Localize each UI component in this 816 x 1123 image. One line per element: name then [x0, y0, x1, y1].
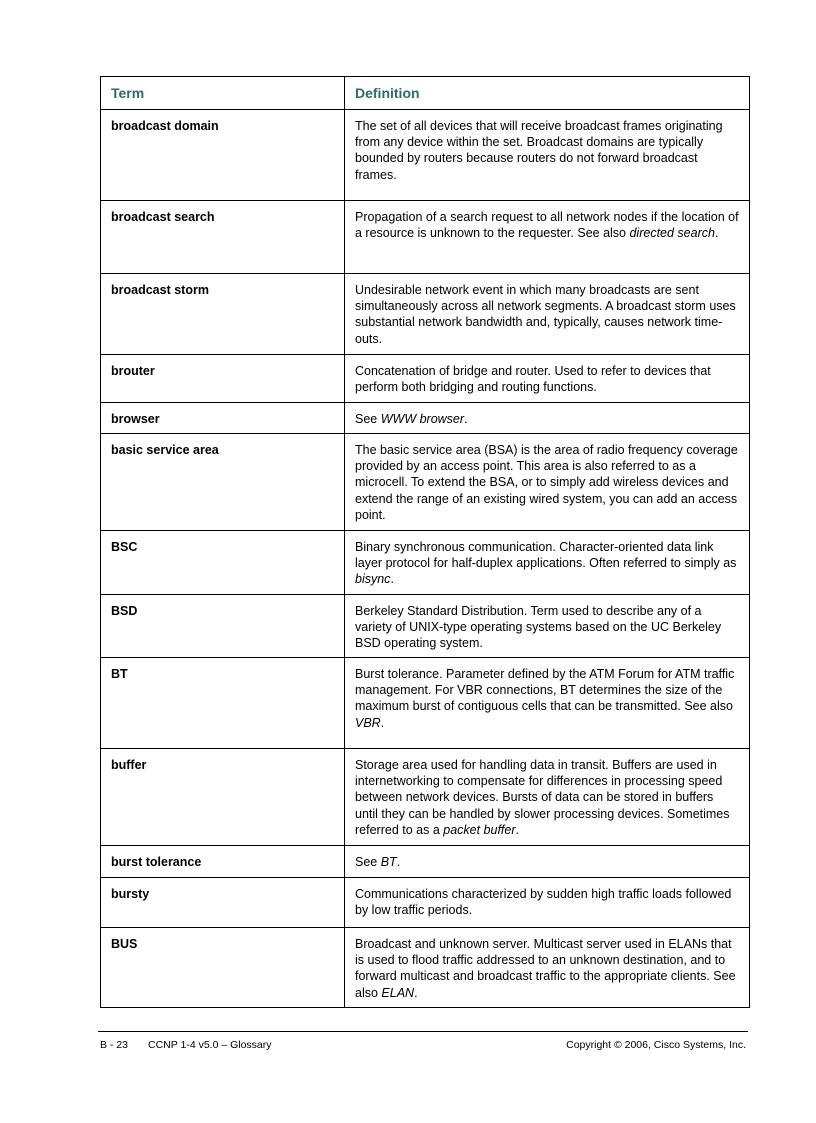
header-term: Term	[101, 77, 345, 110]
cross-reference: packet buffer	[443, 822, 516, 837]
table-row	[101, 434, 750, 531]
table-row	[101, 355, 750, 403]
term-cell: brouter	[101, 355, 345, 403]
table-row	[101, 928, 750, 1008]
table-row	[101, 531, 750, 595]
definition-cell	[345, 878, 750, 928]
definition-text: Broadcast and unknown server. Multicast server used in ELANs that is used to flood traffic addressed to an unknown destination, and to forward multicast and broadcast traffic to the appropriate clients. See also	[355, 937, 736, 1000]
definition-text: See	[355, 855, 381, 869]
page-number: B - 23	[100, 1039, 129, 1051]
definition-text: Binary synchronous communication. Character-oriented data link layer protocol for half-duplex applications. Often referred to simply as	[355, 540, 737, 571]
definition-cell	[345, 110, 750, 201]
definition-text: Burst tolerance. Parameter defined by the ATM Forum for ATM traffic management. For VBR connections, BT determines the size of the maximum burst of contiguous cells that can be transmitted. See also	[355, 667, 735, 714]
table-row	[101, 595, 750, 658]
term-cell: BT	[101, 658, 345, 749]
table-row	[101, 201, 750, 274]
definition-text: The basic service area (BSA) is the area of radio frequency coverage provided by an access point. This area is also referred to as a microcell. To extend the BSA, or to simply add wireless devices and extend the range of an existing wired system, you can add an access point.	[355, 443, 738, 522]
header-definition: Definition	[345, 77, 750, 110]
definition-cell	[345, 928, 750, 1008]
definition-text: Propagation of a search request to all network nodes if the location of a resource is unknown to the requester. See also	[355, 210, 739, 241]
definition-text: Storage area used for handling data in transit. Buffers are used in internetworking to compensate for differences in processing speed between network devices. Bursts of data can be stored in buffers until they can be handled by slower processing devices. Sometimes referred to as a	[355, 758, 730, 837]
term-cell: basic service area	[101, 434, 345, 531]
definition-cell	[345, 531, 750, 595]
term-cell: BUS	[101, 928, 345, 1008]
cross-reference: ELAN	[381, 985, 415, 1000]
definition-text: Berkeley Standard Distribution. Term used to describe any of a variety of UNIX-type operating systems based on the UC Berkeley BSD operating system.	[355, 604, 722, 651]
definition-text: .	[380, 715, 385, 730]
definition-cell	[345, 355, 750, 403]
glossary-table	[100, 76, 750, 1008]
term-cell: buffer	[101, 749, 345, 846]
cross-reference: bisync	[355, 572, 391, 587]
definition-text: .	[714, 226, 719, 241]
table-row	[101, 658, 750, 749]
definition-cell	[345, 434, 750, 531]
definition-cell	[345, 846, 750, 878]
table-row	[101, 403, 750, 434]
cross-reference: VBR	[355, 715, 381, 730]
table-header-row	[101, 77, 750, 110]
cross-reference: directed search	[629, 226, 715, 241]
definition-cell	[345, 749, 750, 846]
definition-text: Concatenation of bridge and router. Used to refer to devices that perform both bridging and routing functions.	[355, 364, 711, 395]
term-cell: BSD	[101, 595, 345, 658]
definition-text: Communications characterized by sudden high traffic loads followed by low traffic periods.	[355, 887, 732, 918]
cross-reference: WWW browser	[380, 412, 465, 426]
definition-text: .	[464, 412, 468, 426]
definition-cell	[345, 658, 750, 749]
term-cell: BSC	[101, 531, 345, 595]
definition-cell	[345, 201, 750, 274]
definition-text: See	[355, 412, 381, 426]
definition-text: .	[396, 855, 401, 869]
term-cell: bursty	[101, 878, 345, 928]
definition-text: The set of all devices that will receive broadcast frames originating from any device within the set. Broadcast domains are typically bounded by routers because routers do not forward broadcast frames.	[355, 119, 723, 182]
term-cell: broadcast search	[101, 201, 345, 274]
definition-cell	[345, 595, 750, 658]
definition-cell	[345, 403, 750, 434]
glossary-body	[101, 110, 750, 1008]
definition-text: .	[515, 822, 519, 837]
copyright-notice: Copyright © 2006, Cisco Systems, Inc.	[566, 1039, 746, 1051]
table-row	[101, 749, 750, 846]
table-row	[101, 274, 750, 355]
term-cell: browser	[101, 403, 345, 434]
footer-divider	[98, 1031, 748, 1032]
term-cell: burst tolerance	[101, 846, 345, 878]
document-title: CCNP 1-4 v5.0 – Glossary	[148, 1039, 272, 1051]
definition-text: Undesirable network event in which many broadcasts are sent simultaneously across all network segments. A broadcast storm uses substantial network bandwidth and, typically, causes network time-outs.	[355, 283, 736, 346]
table-row	[101, 878, 750, 928]
table-row	[101, 846, 750, 878]
table-row	[101, 110, 750, 201]
term-cell: broadcast storm	[101, 274, 345, 355]
definition-text: .	[414, 985, 418, 1000]
definition-text: .	[390, 572, 394, 587]
cross-reference: BT	[380, 855, 397, 869]
definition-cell	[345, 274, 750, 355]
term-cell: broadcast domain	[101, 110, 345, 201]
